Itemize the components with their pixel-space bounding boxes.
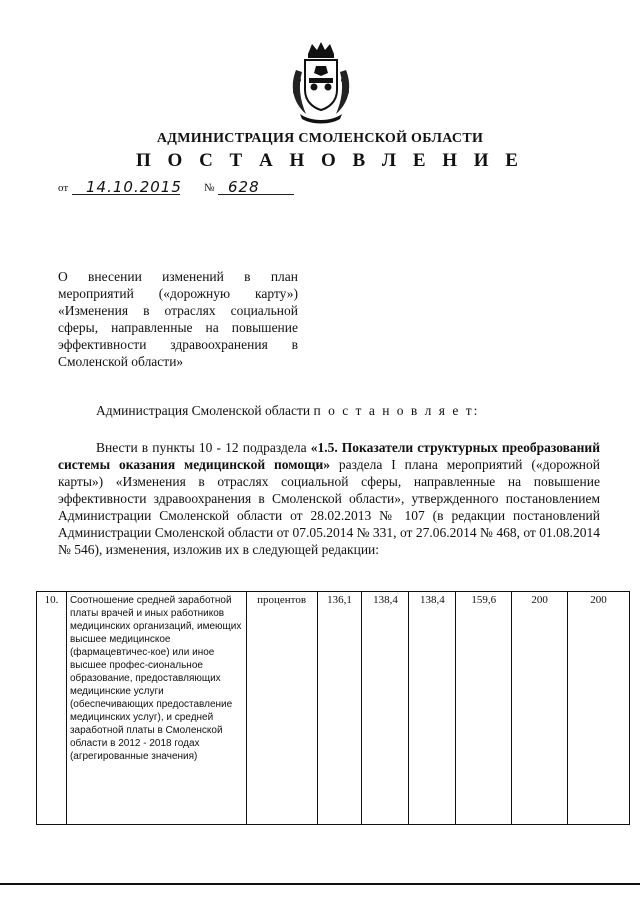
handwritten-number: 628 <box>228 178 260 196</box>
row-number: 10. <box>37 592 67 825</box>
document-type-title: П О С Т А Н О В Л Е Н И Е <box>136 150 524 171</box>
decree-lead: Администрация Смоленской области <box>96 403 314 418</box>
indicator-description: Соотношение средней заработной платы врачей и иных работников медицинских организаций, имеющих высшее медицинское (фармацевтичес-кое) или иное высшее профес-сиональное образование, предоставляющих медицинские услуги (обеспечивающих предоставление медицинских услуг), и средней заработной платы в Смоленской области в 2012 - 2018 годах (агрегированные значения) <box>66 592 246 825</box>
value-cell: 159,6 <box>456 592 512 825</box>
date-number-line <box>58 176 298 196</box>
number-prefix: № <box>204 182 215 194</box>
body-text-part2: раздела I плана мероприятий («дорожной карты») «Изменения в отраслях социальной сферы, направленные на повышение эффективности здравоохранения в Смоленской области», утвержденного постановлением Администрации Смоленской области от 28.02.2013 № 107 (в редакции постановлений Администрации Смоленской области от 07.05.2014 № 331, от 27.06.2014 № 468, от 01.08.2014 № 546), изменения, изложив их в следующей редакции: <box>58 457 600 557</box>
value-cell: 138,4 <box>409 592 456 825</box>
document-subject: О внесении изменений в план мероприятий («дорожную карту») «Изменения в отраслях социальной сферы, направленные на повышение эффективности здравоохранения в Смоленской области» <box>58 269 298 369</box>
organization-name: АДМИНИСТРАЦИЯ СМОЛЕНСКОЙ ОБЛАСТИ <box>156 131 484 146</box>
unit-cell: процентов <box>246 592 317 825</box>
page-bottom-rule <box>0 883 640 885</box>
table-row <box>37 592 630 825</box>
body-text-part1: Внести в пункты 10 - 12 подраздела <box>96 440 311 455</box>
body-bold-subsection: «1.5. Показатели структурных преобразований системы оказания медицинской помощи» <box>58 440 600 472</box>
decree-verb: п о с т а н о в л я е т: <box>313 403 480 418</box>
smolensk-coat-of-arms-icon <box>286 40 356 124</box>
value-cell: 136,1 <box>317 592 362 825</box>
body-paragraph <box>58 439 600 558</box>
value-cell: 200 <box>512 592 568 825</box>
date-prefix: от <box>58 182 69 194</box>
indicators-table <box>36 591 630 825</box>
decree-statement <box>96 403 479 419</box>
value-cell: 138,4 <box>362 592 409 825</box>
handwritten-date: 14.10.2015 <box>86 178 182 196</box>
value-cell: 200 <box>568 592 630 825</box>
